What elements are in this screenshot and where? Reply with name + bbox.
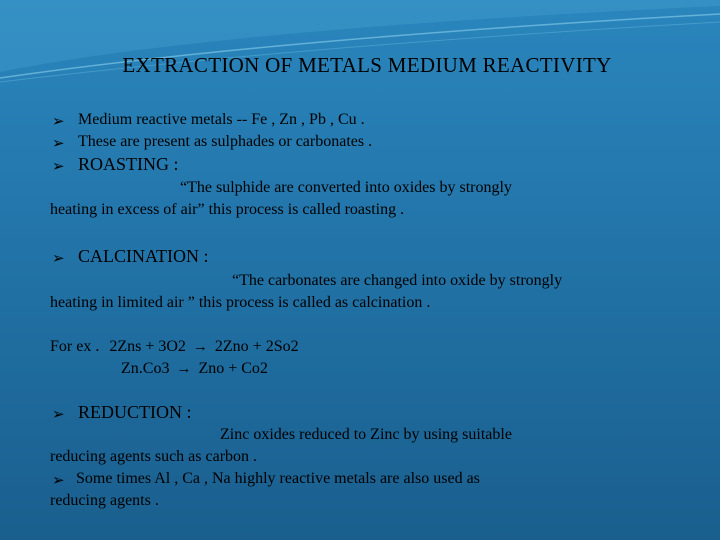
- equation-1-products: 2Zno + 2So2: [214, 338, 299, 355]
- equation-2-products: Zno + Co2: [198, 360, 268, 377]
- arrowhead-bullet-icon: ➢: [52, 473, 65, 489]
- roasting-text-line1: “The sulphide are converted into oxides by strongly: [180, 179, 512, 196]
- arrowhead-bullet-icon: ➢: [52, 136, 65, 152]
- reduction-text-line2: reducing agents such as carbon .: [50, 448, 258, 465]
- arrowhead-bullet-icon: ➢: [52, 114, 65, 130]
- calcination-heading: CALCINATION :: [78, 246, 209, 266]
- equation-2-reactants: Zn.Co3: [121, 360, 170, 377]
- reduction-text-line1: Zinc oxides reduced to Zinc by using suitable: [220, 426, 512, 443]
- example-prefix: For ex .: [50, 338, 100, 355]
- reduction-text-line4: reducing agents .: [50, 492, 159, 509]
- roasting-text-line2: heating in excess of air” this process is called roasting .: [50, 201, 405, 218]
- calcination-text-line2: heating in limited air ” this process is called as calcination .: [50, 294, 431, 311]
- example-equation-2: [121, 360, 268, 378]
- arrowhead-bullet-icon: ➢: [52, 159, 65, 175]
- reduction-heading: REDUCTION :: [78, 402, 192, 422]
- arrowhead-bullet-icon: ➢: [52, 251, 65, 267]
- roasting-heading: ROASTING :: [78, 154, 179, 174]
- reduction-text-line3: Some times Al , Ca , Na highly reactive metals are also used as: [76, 470, 480, 487]
- reaction-arrow-icon: →: [176, 361, 192, 377]
- list-item: Medium reactive metals -- Fe , Zn , Pb , Cu .: [78, 111, 365, 128]
- example-equation-1: [50, 338, 299, 356]
- slide-title: EXTRACTION OF METALS MEDIUM REACTIVITY: [122, 53, 612, 77]
- arrowhead-bullet-icon: ➢: [52, 407, 65, 423]
- reaction-arrow-icon: →: [192, 339, 208, 355]
- equation-1-reactants: 2Zns + 3O2: [109, 338, 186, 355]
- calcination-text-line1: “The carbonates are changed into oxide by strongly: [232, 272, 563, 289]
- list-item: These are present as sulphades or carbonates .: [78, 133, 373, 150]
